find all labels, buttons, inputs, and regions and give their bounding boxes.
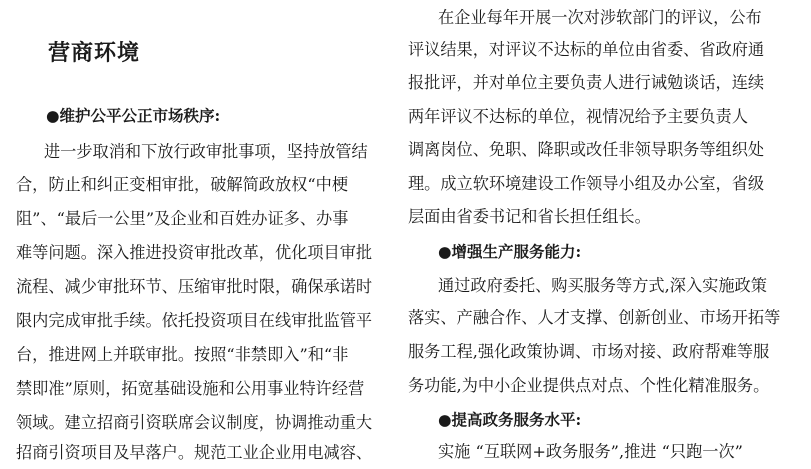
body-line: 在企业每年开展一次对涉软部门的评议，公布 (438, 8, 762, 27)
body-line: 流程、减少审批环节、压缩审批时限，确保承诺时 (16, 277, 373, 296)
body-line: 限内完成审批手续。依托投资项目在线审批监管平 (16, 311, 373, 330)
right-subheading-production: ●增强生产服务能力: (438, 242, 582, 261)
body-line: 通过政府委托、购买服务等方式,深入实施政策 (438, 276, 767, 295)
body-line: 评议结果，对评议不达标的单位由省委、省政府通 (408, 40, 765, 59)
body-line: 台，推进网上并联审批。按照“非禁即入”和“非 (16, 345, 349, 364)
body-line: 服务工程,强化政策协调、市场对接、政府帮难等服 (408, 342, 770, 361)
body-line: 落实、产融合作、人才支撑、创新创业、市场开拓等 (408, 308, 781, 327)
body-line: 难等问题。深入推进投资审批改革，优化项目审批 (16, 243, 373, 262)
left-subheading: ●维护公平公正市场秩序: (46, 106, 221, 125)
body-line: 层面由省委书记和省长担任组长。 (408, 207, 651, 226)
body-line: 禁即准”原则，拓宽基础设施和公用事业特许经营 (16, 379, 365, 398)
body-line: 两年评议不达标的单位，视情况给予主要负责人 (408, 107, 748, 126)
body-line: 理。成立软环境建设工作领导小组及办公室，省级 (408, 174, 765, 193)
section-title: 营商环境 (48, 40, 141, 66)
body-line: 阻”、“最后一公里”及企业和百姓办证多、办事 (16, 209, 349, 228)
body-line: 报批评，并对单位主要负责人进行诫勉谈话，连续 (408, 73, 765, 92)
body-line: 招商引资项目及早落户。规范工业企业用电减容、 (16, 443, 373, 462)
body-line: 务功能,为中小企业提供点对点、个性化精准服务。 (408, 376, 770, 395)
body-line: 实施 “互联网+政务服务”,推进 “只跑一次” (438, 442, 743, 461)
body-line: 调离岗位、免职、降职或改任非领导职务等组织处 (408, 140, 765, 159)
right-subheading-government: ●提高政务服务水平: (438, 410, 582, 429)
body-line: 领域。建立招商引资联席会议制度，协调推动重大 (16, 413, 373, 432)
body-line: 进一步取消和下放行政审批事项，坚持放管结 (44, 142, 368, 161)
body-line: 合，防止和纠正变相审批，破解简政放权“中梗 (16, 175, 349, 194)
